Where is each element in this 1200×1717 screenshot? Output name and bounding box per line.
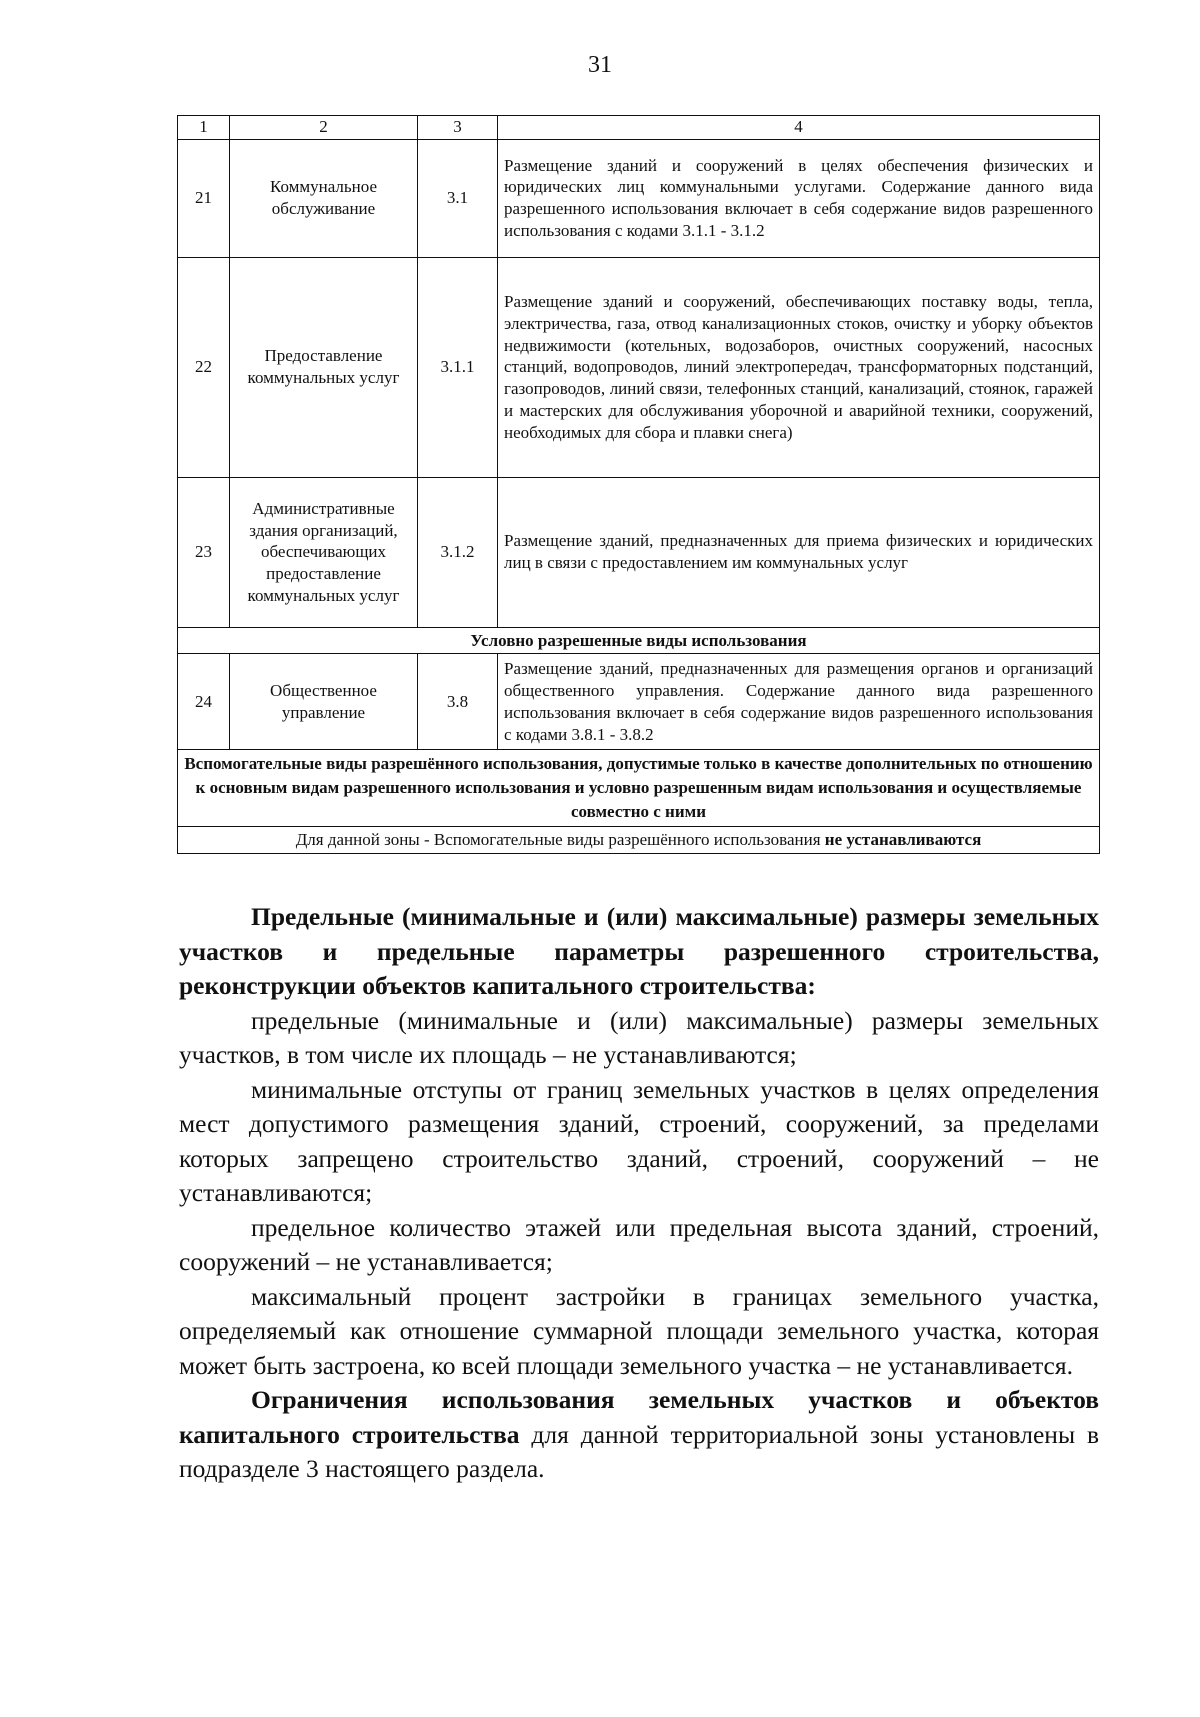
row-number: 22 [178, 257, 230, 477]
paragraph: максимальный процент застройки в границах земельного участка, определяемый как отношение суммарной площади земельного участка, которая может быть застроена, ко всей площади земельного участка – не устанавливается. [179, 1281, 1099, 1380]
table-row [178, 139, 1100, 257]
auxiliary-uses-note [178, 826, 1100, 853]
row-number: 21 [178, 139, 230, 257]
paragraph: предельное количество этажей или предельная высота зданий, строений, сооружений – не устанавливается; [179, 1212, 1099, 1276]
restrictions-text: для данной территориальной зоны установлены в подразделе 3 настоящего раздела. [179, 1419, 1100, 1483]
use-type-description: Размещение зданий и сооружений в целях обеспечения физических и юридических лиц коммунальными услугами. Содержание данного вида разрешенного использования включает в себя содержание видов разрешенного использования с кодами 3.1.1 - 3.1.2 [498, 139, 1100, 257]
row-number: 23 [178, 477, 230, 627]
column-header: 3 [418, 116, 498, 140]
column-header: 2 [230, 116, 418, 140]
use-type-code: 3.1 [418, 139, 498, 257]
document-body [179, 900, 1099, 1487]
use-type-name: Административные здания организаций, обеспечивающих предоставление коммунальных услуг [230, 477, 418, 627]
section-heading: Предельные (минимальные и (или) максимальные) размеры земельных участков и предельные параметры разрешенного строительства, реконструкции объектов капитального строительства: [179, 902, 1099, 1000]
page-number: 31 [588, 52, 612, 78]
use-type-name: Общественное управление [230, 654, 418, 750]
table-row [178, 477, 1100, 627]
use-type-description: Размещение зданий, предназначенных для размещения органов и организаций общественного управления. Содержание данного вида разрешенного использования включает в себя содержание видов разрешенного использования с кодами 3.8.1 - 3.8.2 [498, 654, 1100, 750]
note-text: Для данной зоны - Вспомогательные виды разрешённого использования [295, 829, 821, 849]
use-type-description: Размещение зданий, предназначенных для приема физических и юридических лиц в связи с предоставлением им коммунальных услуг [498, 477, 1100, 627]
table-header-row [178, 116, 1100, 140]
use-type-name: Предоставление коммунальных услуг [230, 257, 418, 477]
section-header-row [178, 627, 1100, 654]
table-note-row [178, 826, 1100, 853]
use-type-code: 3.1.2 [418, 477, 498, 627]
row-number: 24 [178, 654, 230, 750]
table-row [178, 257, 1100, 477]
paragraph: минимальные отступы от границ земельных участков в целях определения мест допустимого размещения зданий, строений, сооружений, за пределами которых запрещено строительство зданий, строений, сооружений – не устанавливаются; [179, 1074, 1099, 1207]
table-row [178, 654, 1100, 750]
land-use-table [177, 115, 1100, 854]
paragraph: предельные (минимальные и (или) максимальные) размеры земельных участков, в том числе их площадь – не устанавливаются; [179, 1005, 1099, 1069]
section-header-row [178, 750, 1100, 826]
use-type-code: 3.8 [418, 654, 498, 750]
column-header: 1 [178, 116, 230, 140]
use-type-code: 3.1.1 [418, 257, 498, 477]
column-header: 4 [498, 116, 1100, 140]
use-type-name: Коммунальное обслуживание [230, 139, 418, 257]
conditional-uses-heading: Условно разрешенные виды использования [178, 627, 1100, 654]
paragraph-restrictions [179, 1383, 1099, 1487]
note-emphasis: не устанавливаются [824, 829, 982, 849]
restrictions-emphasis: Ограничения использования земельных участков и объектов капитального строительства [179, 1385, 1099, 1449]
use-type-description: Размещение зданий и сооружений, обеспечивающих поставку воды, тепла, электричества, газа, отвод канализационных стоков, очистку и уборку объектов недвижимости (котельных, водозаборов, очистных сооружений, насосных станций, водопроводов, линий электропередач, трансформаторных подстанций, газопроводов, линий связи, телефонных станций, канализаций, стоянок, гаражей и мастерских для обслуживания уборочной и аварийной техники, сооружений, необходимых для сбора и плавки снега) [498, 257, 1100, 477]
auxiliary-uses-heading: Вспомогательные виды разрешённого использования, допустимые только в качестве дополнительных по отношению к основным видам разрешенного использования и условно разрешенным видам использования и осуществляемые совместно с ними [178, 750, 1100, 826]
